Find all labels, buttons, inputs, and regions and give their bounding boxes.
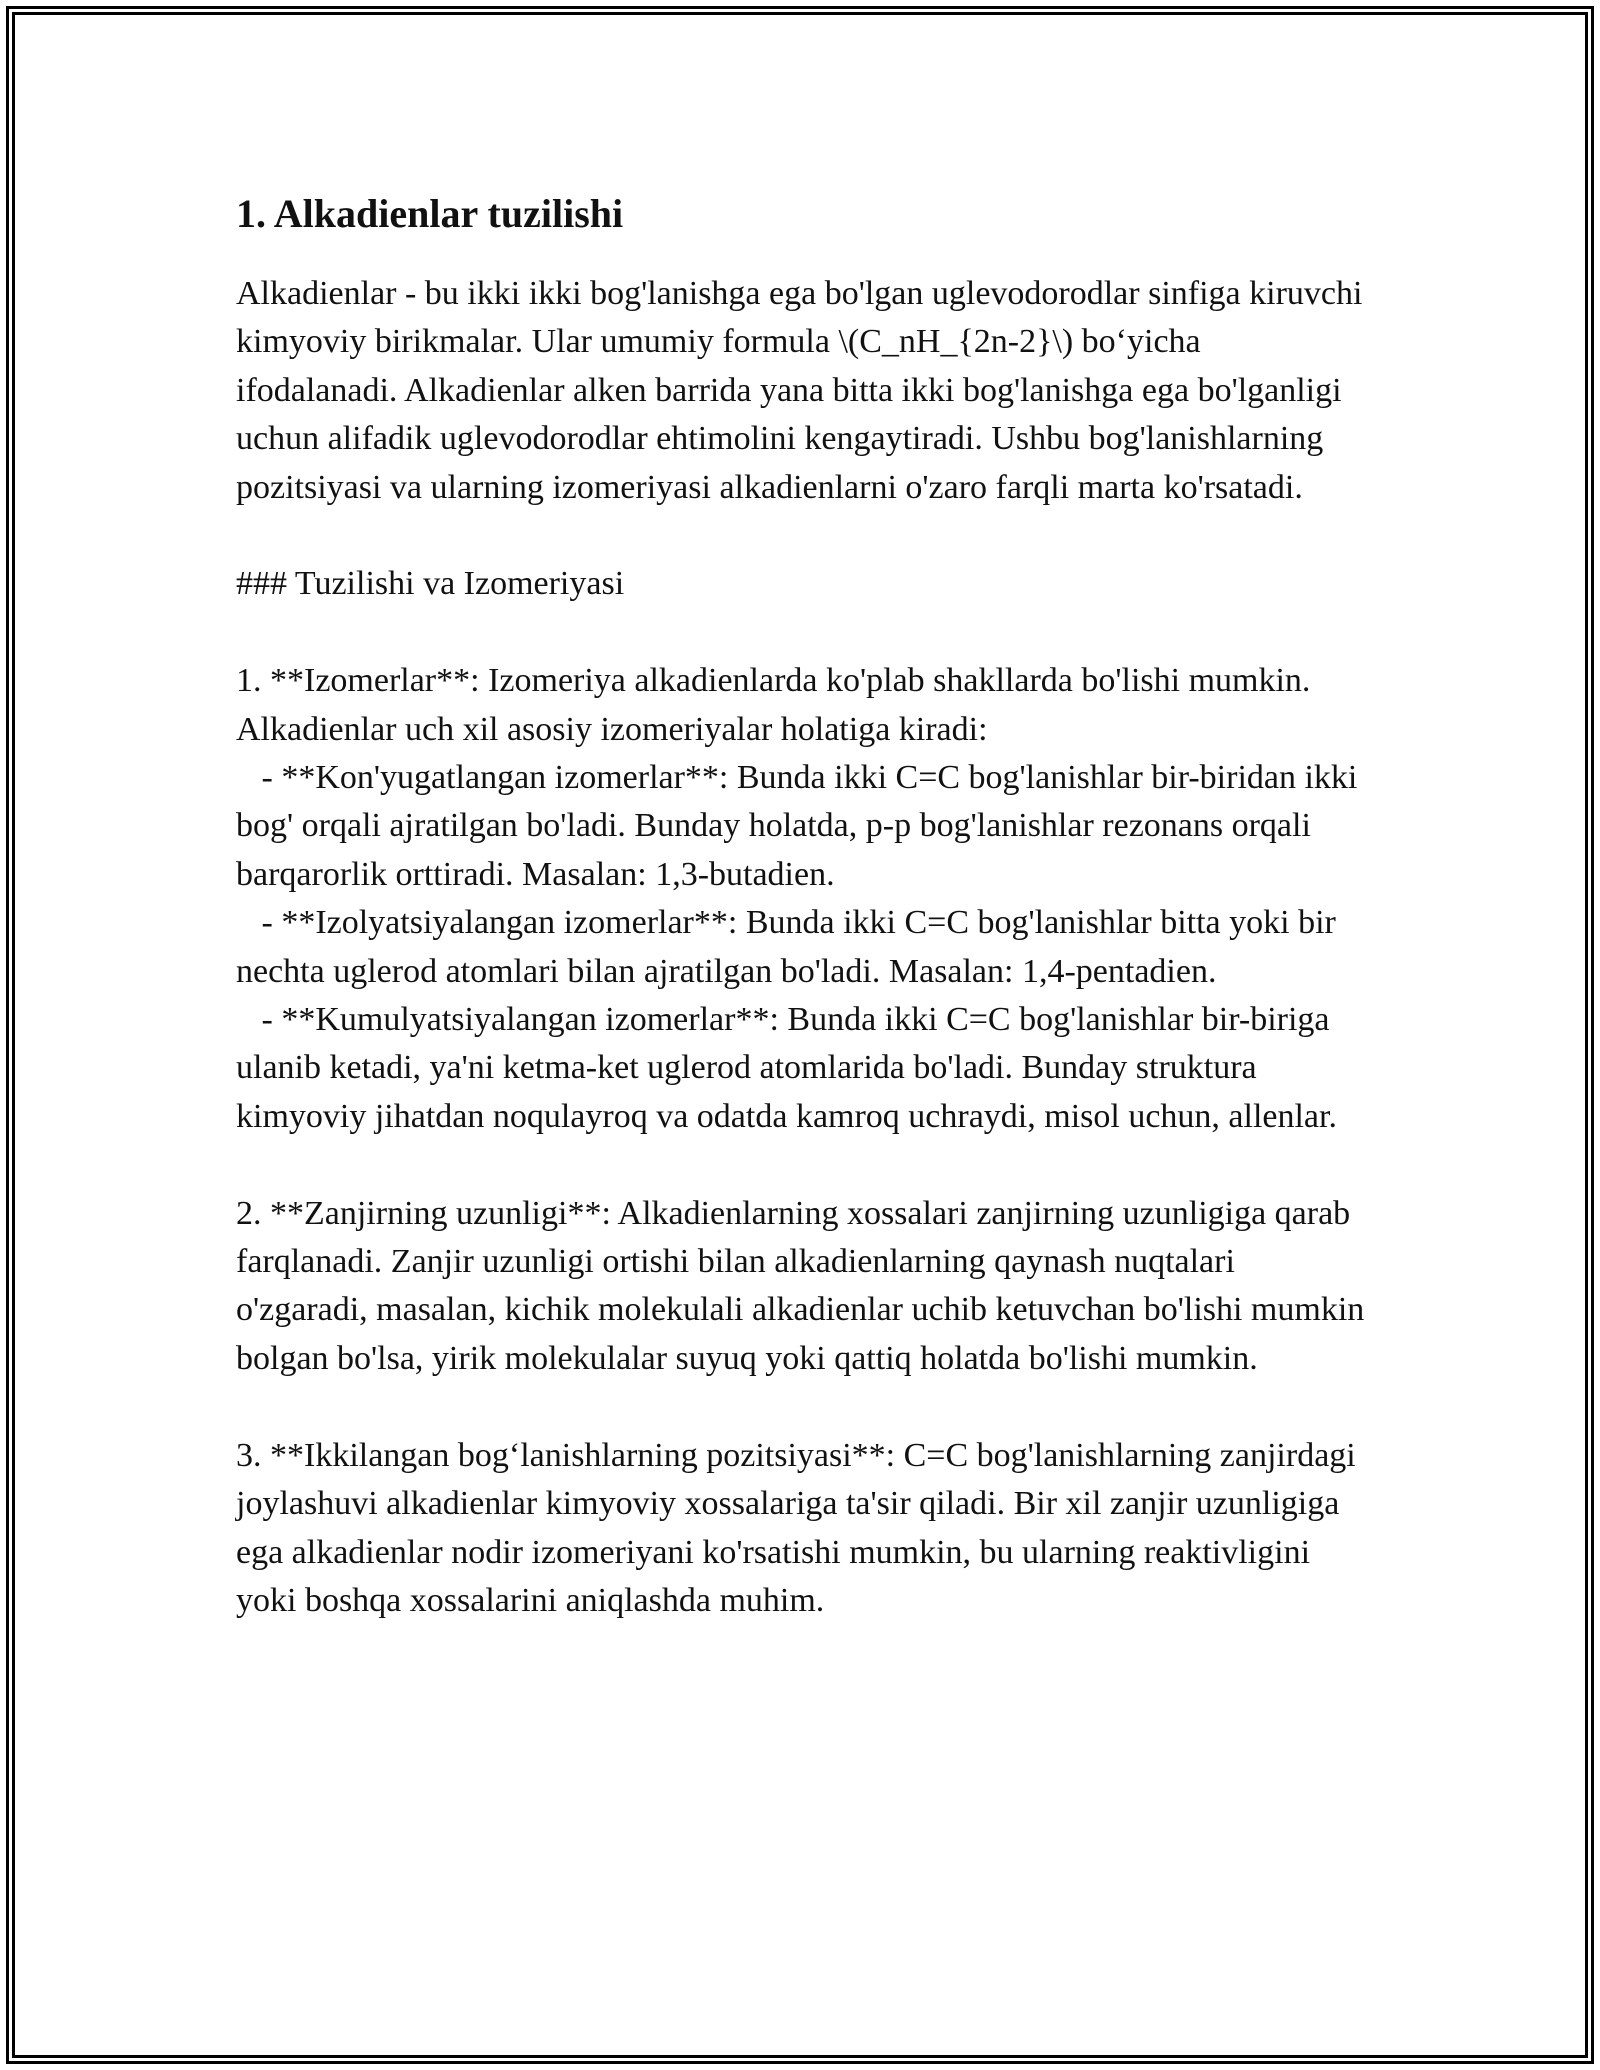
list-item-2: 2. **Zanjirning uzunligi**: Alkadienlarning xossalari zanjirning uzunligiga qarab farqlanadi. Zanjir uzunligi ortishi bilan alkadienlarning qaynash nuqtalari o'zgaradi, masalan, kichik molekulali alkadienlar uchib ketuvchan bo'lishi mumkin bolgan bo'lsa, yirik molekulalar suyuq yoki qattiq holatda bo'lishi mumkin. — [236, 1194, 1373, 1377]
intro-paragraph: Alkadienlar - bu ikki ikki bog'lanishga ega bo'lgan uglevodorodlar sinfiga kiruvchi kimyoviy birikmalar. Ular umumiy formula \(C_nH_{2n-2}\) bo‘yicha ifodalanadi. Alkadienlar alken barrida yana bitta ikki bog'lanishga ega bo'lganligi uchun alifadik uglevodorodlar ehtimolini kengaytiradi. Ushbu bog'lanishlarning pozitsiyasi va ularning izomeriyasi alkadienlarni o'zaro farqli marta ko'rsatadi. — [236, 275, 1371, 506]
spacer — [236, 609, 1366, 657]
list-item-3: 3. **Ikkilangan bog‘lanishlarning pozitsiyasi**: C=C bog'lanishlarning zanjirdagi joylashuvi alkadienlar kimyoviy xossalariga ta'sir qiladi. Bir xil zanjir uzunligiga ega alkadienlar nodir izomeriyani ko'rsatishi mumkin, bu ularning reaktivligini yoki boshqa xossalarini aniqlashda muhim. — [236, 1436, 1365, 1619]
spacer — [236, 1141, 1366, 1189]
spacer — [236, 1383, 1366, 1431]
section-subheading: ### Tuzilishi va Izomeriyasi — [236, 565, 625, 603]
document-title: 1. Alkadienlar tuzilishi — [236, 191, 624, 236]
spacer — [236, 512, 1366, 560]
list-item-1-sub-conjugated: - **Kon'yugatlangan izomerlar**: Bunda ikki C=C bog'lanishlar bir-biridan ikki bog' orqali ajratilgan bo'ladi. Bunday holatda, p-p bog'lanishlar rezonans orqali barqarorlik orttiradi. Masalan: 1,3-butadien. — [236, 759, 1366, 893]
list-item-1-sub-cumulated: - **Kumulyatsiyalangan izomerlar**: Bunda ikki C=C bog'lanishlar bir-biriga ulanib ketadi, ya'ni ketma-ket uglerod atomlarida bo'ladi. Bunday struktura kimyoviy jihatdan noqulayroq va odatda kamroq uchraydi, misol uchun, allenlar. — [236, 1001, 1339, 1135]
document-body — [236, 186, 1373, 1625]
list-item-1-intro: 1. **Izomerlar**: Izomeriya alkadienlarda ko'plab shakllarda bo'lishi mumkin. Alkadienlar uch xil asosiy izomeriyalar holatiga kiradi: — [236, 662, 1318, 748]
list-item-1-sub-isolated: - **Izolyatsiyalangan izomerlar**: Bunda ikki C=C bog'lanishlar bitta yoki bir nechta uglerod atomlari bilan ajratilgan bo'ladi. Masalan: 1,4-pentadien. — [236, 904, 1345, 990]
